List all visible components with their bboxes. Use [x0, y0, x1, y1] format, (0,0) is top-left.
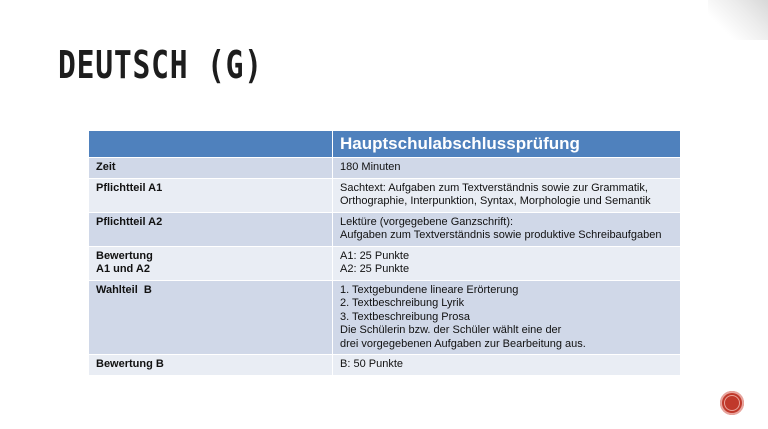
row-value — [333, 280, 681, 355]
row-label-line: A1 und A2 — [96, 263, 150, 275]
circle-nav-icon[interactable] — [720, 391, 744, 415]
row-value-line: Aufgaben zum Textverständnis sowie produktive Schreibaufgaben — [340, 229, 662, 241]
slide-title: DEUTSCH (G) — [58, 43, 263, 87]
row-label — [89, 178, 333, 212]
row-value-line: Lektüre (vorgegebene Ganzschrift): — [340, 215, 514, 228]
header-title: Hauptschulabschlussprüfung — [333, 131, 681, 158]
row-value — [333, 178, 681, 212]
header-empty-cell — [89, 131, 333, 158]
row-label — [89, 246, 333, 280]
table-row — [89, 280, 681, 355]
row-value-line: 3. Textbeschreibung Prosa — [340, 310, 471, 323]
row-value-line: 2. Textbeschreibung Lyrik — [340, 297, 465, 309]
row-value-line: 180 Minuten — [340, 161, 401, 173]
row-label-line: Zeit — [96, 161, 116, 173]
row-value-line: A1: 25 Punkte — [340, 249, 410, 262]
row-label-line: Wahlteil B — [96, 283, 152, 296]
row-value — [333, 212, 681, 246]
row-label — [89, 158, 333, 179]
row-value — [333, 246, 681, 280]
table-row — [89, 158, 681, 179]
table-row — [89, 178, 681, 212]
row-value-line: A2: 25 Punkte — [340, 263, 410, 275]
row-value-line: drei vorgegebenen Aufgaben zur Bearbeitung aus. — [340, 337, 586, 350]
row-label-line: Pflichtteil A1 — [96, 181, 163, 194]
row-value — [333, 158, 681, 179]
table-row — [89, 246, 681, 280]
table-header-row — [89, 131, 681, 158]
table-row — [89, 212, 681, 246]
row-value-line: Die Schülerin bzw. der Schüler wählt eine der — [340, 324, 562, 336]
row-value-line: 1. Textgebundene lineare Erörterung — [340, 283, 519, 296]
row-label — [89, 355, 333, 376]
row-label-line: Bewertung B — [96, 358, 164, 370]
row-value-line: Orthographie, Interpunktion, Syntax, Morphologie und Semantik — [340, 195, 651, 207]
row-value — [333, 355, 681, 376]
circle-nav-ring — [724, 395, 740, 411]
row-value-line: B: 50 Punkte — [340, 358, 403, 370]
corner-shadow-decoration — [708, 0, 768, 40]
row-label-line: Bewertung — [96, 249, 153, 262]
row-label-line: Pflichtteil A2 — [96, 215, 163, 228]
row-value-line: Sachtext: Aufgaben zum Textverständnis sowie zur Grammatik, — [340, 181, 648, 194]
exam-table — [88, 130, 681, 376]
table-row — [89, 355, 681, 376]
row-label — [89, 212, 333, 246]
row-label — [89, 280, 333, 355]
